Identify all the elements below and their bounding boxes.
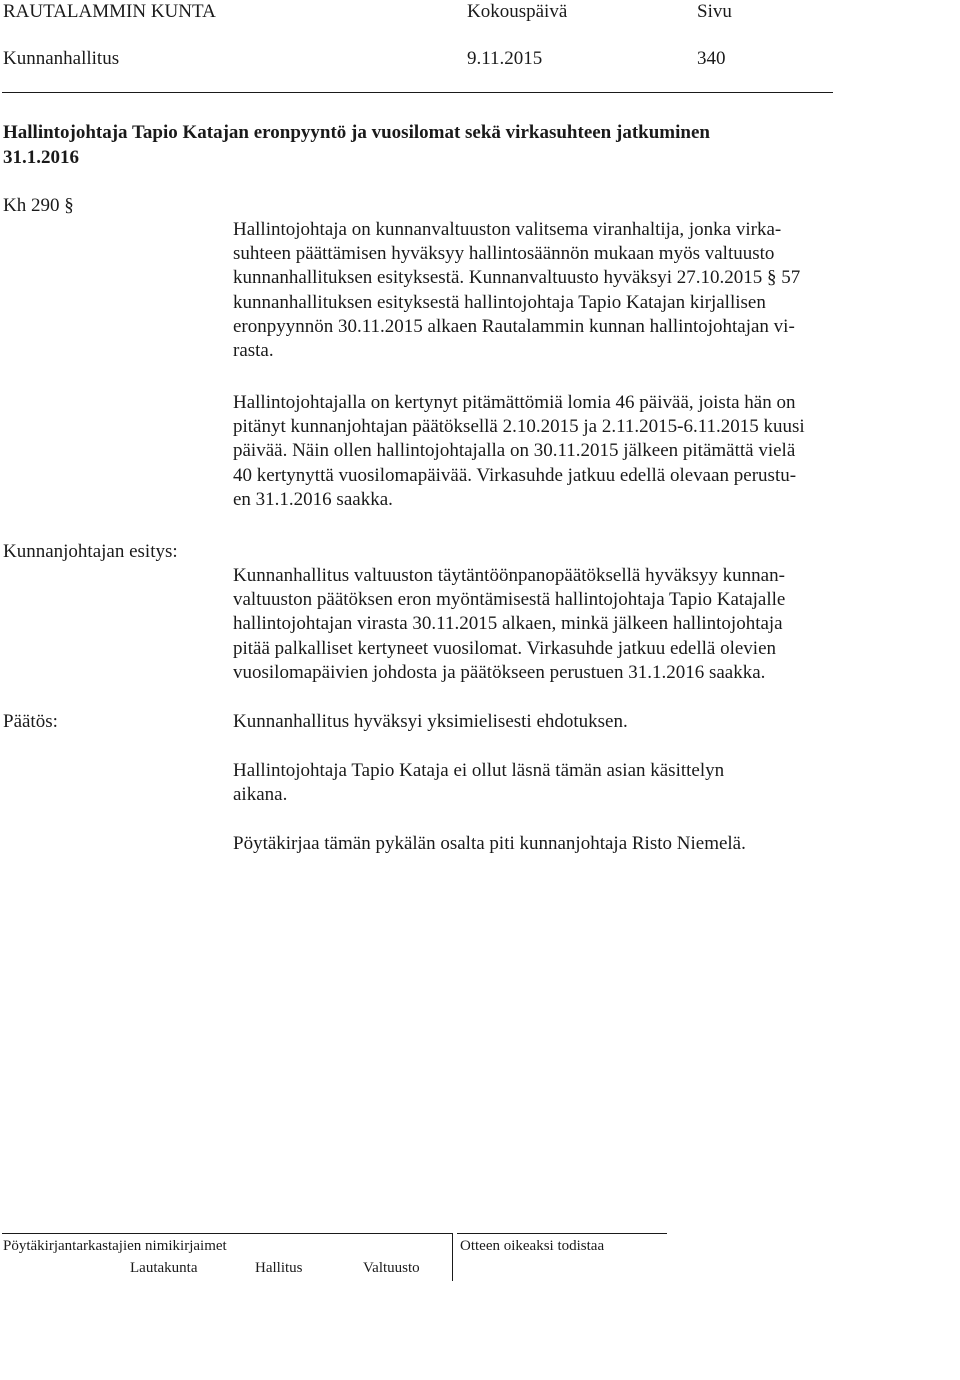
text-line: suhteen päättämisen hyväksyy hallintosäännön mukaan myös valtuusto bbox=[233, 243, 775, 265]
text-line: vuosilomapäivien johdosta ja päätökseen perustuen 31.1.2016 saakka. bbox=[233, 661, 766, 683]
page-label: Sivu bbox=[697, 1, 732, 22]
background-paragraph-1 bbox=[233, 218, 933, 363]
decision-minutes-note bbox=[233, 832, 933, 856]
footer-col-valtuusto: Valtuusto bbox=[363, 1260, 420, 1276]
certified-label: Otteen oikeaksi todistaa bbox=[460, 1238, 605, 1254]
text-line: valtuuston päätöksen eron myöntämisestä hallintojohtaja Tapio Katajalle bbox=[233, 589, 786, 611]
decision-text bbox=[233, 710, 933, 734]
document-title bbox=[3, 120, 903, 170]
footer-top-rule bbox=[2, 1233, 452, 1234]
decision-label: Päätös: bbox=[3, 711, 58, 732]
text-line: aikana. bbox=[233, 784, 288, 806]
footer-divider bbox=[452, 1233, 453, 1281]
text-line: Kunnanhallitus hyväksyi yksimielisesti ehdotuksen. bbox=[233, 711, 628, 732]
section-number: Kh 290 § bbox=[3, 195, 74, 216]
decision-absence-note bbox=[233, 759, 933, 807]
text-line: 40 kertynyttä vuosilomapäivää. Virkasuhde jatkuu edellä olevaan perustu- bbox=[233, 464, 797, 486]
text-line: pitänyt kunnanjohtajan päätöksellä 2.10.2015 ja 2.11.2015-6.11.2015 kuusi bbox=[233, 416, 805, 438]
text-line: en 31.1.2016 saakka. bbox=[233, 488, 393, 510]
initials-label: Pöytäkirjantarkastajien nimikirjaimet bbox=[3, 1238, 227, 1254]
text-line: Hallintojohtajalla on kertynyt pitämättömiä lomia 46 päivää, joista hän on bbox=[233, 392, 796, 413]
text-line: Hallintojohtaja on kunnanvaltuuston valitsema viranhaltija, jonka virka- bbox=[233, 219, 782, 240]
title-line-1: Hallintojohtaja Tapio Katajan eronpyyntö ja vuosilomat sekä virkasuhteen jatkuminen bbox=[3, 122, 710, 143]
text-line: kunnanhallituksen esityksestä hallintojohtaja Tapio Katajan kirjallisen bbox=[233, 291, 766, 313]
proposal-label: Kunnanjohtajan esitys: bbox=[3, 541, 178, 562]
text-line: pitää palkalliset kertyneet vuosilomat. Virkasuhde jatkuu edellä olevien bbox=[233, 637, 777, 659]
title-line-2: 31.1.2016 bbox=[3, 147, 79, 168]
header-rule bbox=[2, 92, 833, 93]
text-line: eronpyynnön 30.11.2015 alkaen Rautalammin kunnan hallintojohtajan vi- bbox=[233, 315, 795, 337]
text-line: päivää. Näin ollen hallintojohtajalla on 30.11.2015 jälkeen pitämättä vielä bbox=[233, 440, 796, 462]
footer-top-rule-right bbox=[457, 1233, 667, 1234]
text-line: Hallintojohtaja Tapio Kataja ei ollut läsnä tämän asian käsittelyn bbox=[233, 760, 725, 781]
meeting-date: 9.11.2015 bbox=[467, 48, 543, 69]
text-line: kunnanhallituksen esityksestä. Kunnanvaltuusto hyväksyi 27.10.2015 § 57 bbox=[233, 267, 801, 289]
proposal-text bbox=[233, 564, 933, 685]
text-line: Pöytäkirjaa tämän pykälän osalta piti kunnanjohtaja Risto Niemelä. bbox=[233, 833, 746, 854]
footer-col-lautakunta: Lautakunta bbox=[130, 1260, 198, 1276]
text-line: rasta. bbox=[233, 340, 274, 362]
org-name: RAUTALAMMIN KUNTA bbox=[3, 1, 216, 22]
body-name: Kunnanhallitus bbox=[3, 48, 120, 69]
footer-col-hallitus: Hallitus bbox=[255, 1260, 303, 1276]
page-number: 340 bbox=[697, 48, 726, 69]
text-line: Kunnanhallitus valtuuston täytäntöönpanopäätöksellä hyväksyy kunnan- bbox=[233, 565, 785, 586]
meeting-date-label: Kokouspäivä bbox=[467, 1, 568, 22]
background-paragraph-2 bbox=[233, 391, 933, 512]
text-line: hallintojohtajan virasta 30.11.2015 alkaen, minkä jälkeen hallintojohtaja bbox=[233, 613, 783, 635]
